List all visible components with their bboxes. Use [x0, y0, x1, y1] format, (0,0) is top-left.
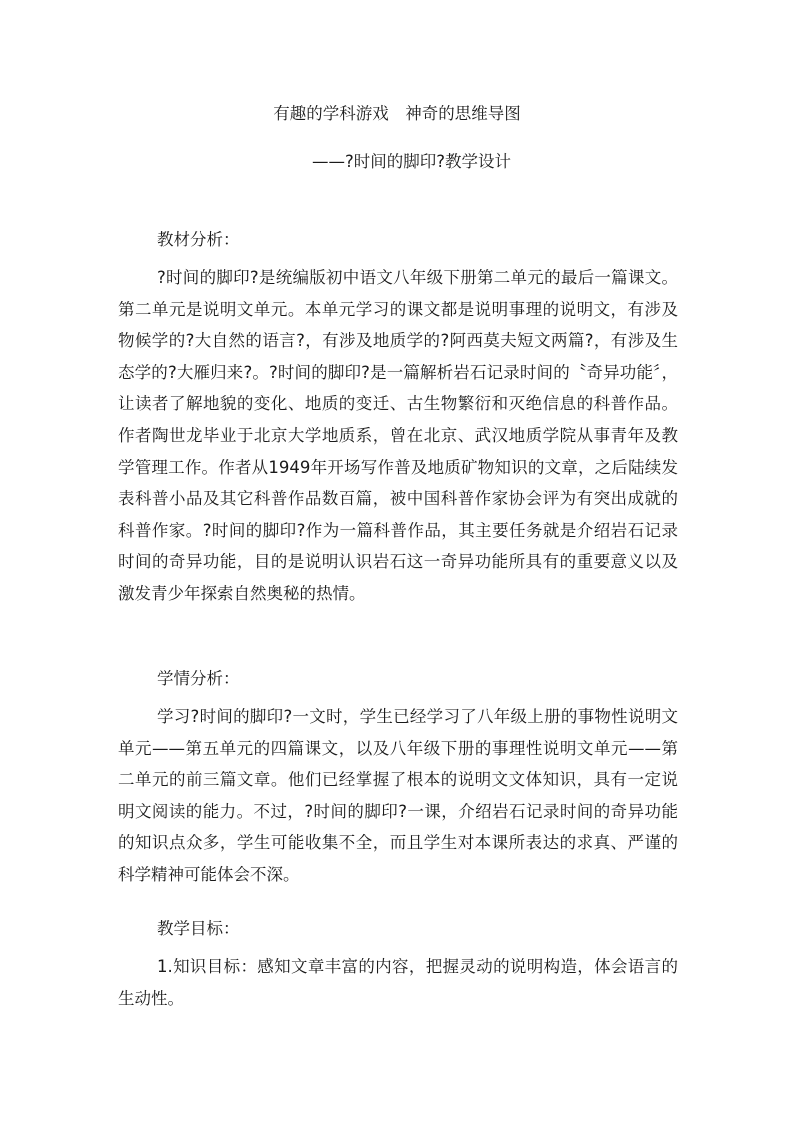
section-paragraph: ?时间的脚印?是统编版初中语文八年级下册第二单元的最后一篇课文。第二单元是说明文单元。本单元学习的课文都是说明事理的说明文，有涉及物候学的?大自然的语言?，有涉及地质学的?阿西莫夫短文两篇?，有涉及生态学的?大雁归来?。?时间的脚印?是一篇解析岩石记录时间的〝奇异功能〞，让读者了解地貌的变化、地质的变迁、古生物繁衍和灭绝信息的科普作品。作者陶世龙毕业于北京大学地质系，曾在北京、武汉地质学院从事青年及教学管理工作。作者从1949年开场写作普及地质矿物知识的文章，之后陆续发表科普小品及其它科普作品数百篇，被中国科普作家协会评为有突出成就的科普作家。?时间的脚印?作为一篇科普作品，其主要任务就是介绍岩石记录时间的奇异功能，目的是说明认识岩石这一奇异功能所具有的重要意义以及激发青少年探索自然奥秘的热情。 — [118, 268, 678, 603]
section-textbook-analysis — [118, 229, 678, 610]
document-title: 有趣的学科游戏 神奇的思维导图 — [273, 104, 521, 123]
section-heading: 学情分析： — [157, 669, 240, 688]
section-paragraph: 学习?时间的脚印?一文时，学生已经学习了八年级上册的事物性说明文单元——第五单元的四篇课文，以及八年级下册的事理性说明文单元——第二单元的前三篇文章。他们已经掌握了根本的说明文文体知识，具有一定说明文阅读的能力。不过，?时间的脚印?一课，介绍岩石记录时间的奇异功能的知识点众多，学生可能收集不全，而且学生对本课所表达的求真、严谨的科学精神可能体会不深。 — [118, 707, 678, 884]
section-student-analysis — [118, 668, 678, 891]
section-heading: 教材分析： — [157, 230, 240, 249]
section-paragraph: 1.知识目标：感知文章丰富的内容，把握灵动的说明构造，体会语言的生动性。 — [118, 957, 678, 1008]
section-heading: 教学目标： — [157, 919, 240, 938]
document-subtitle: ——?时间的脚印?教学设计 — [312, 152, 512, 171]
section-teaching-objectives — [118, 918, 678, 1014]
